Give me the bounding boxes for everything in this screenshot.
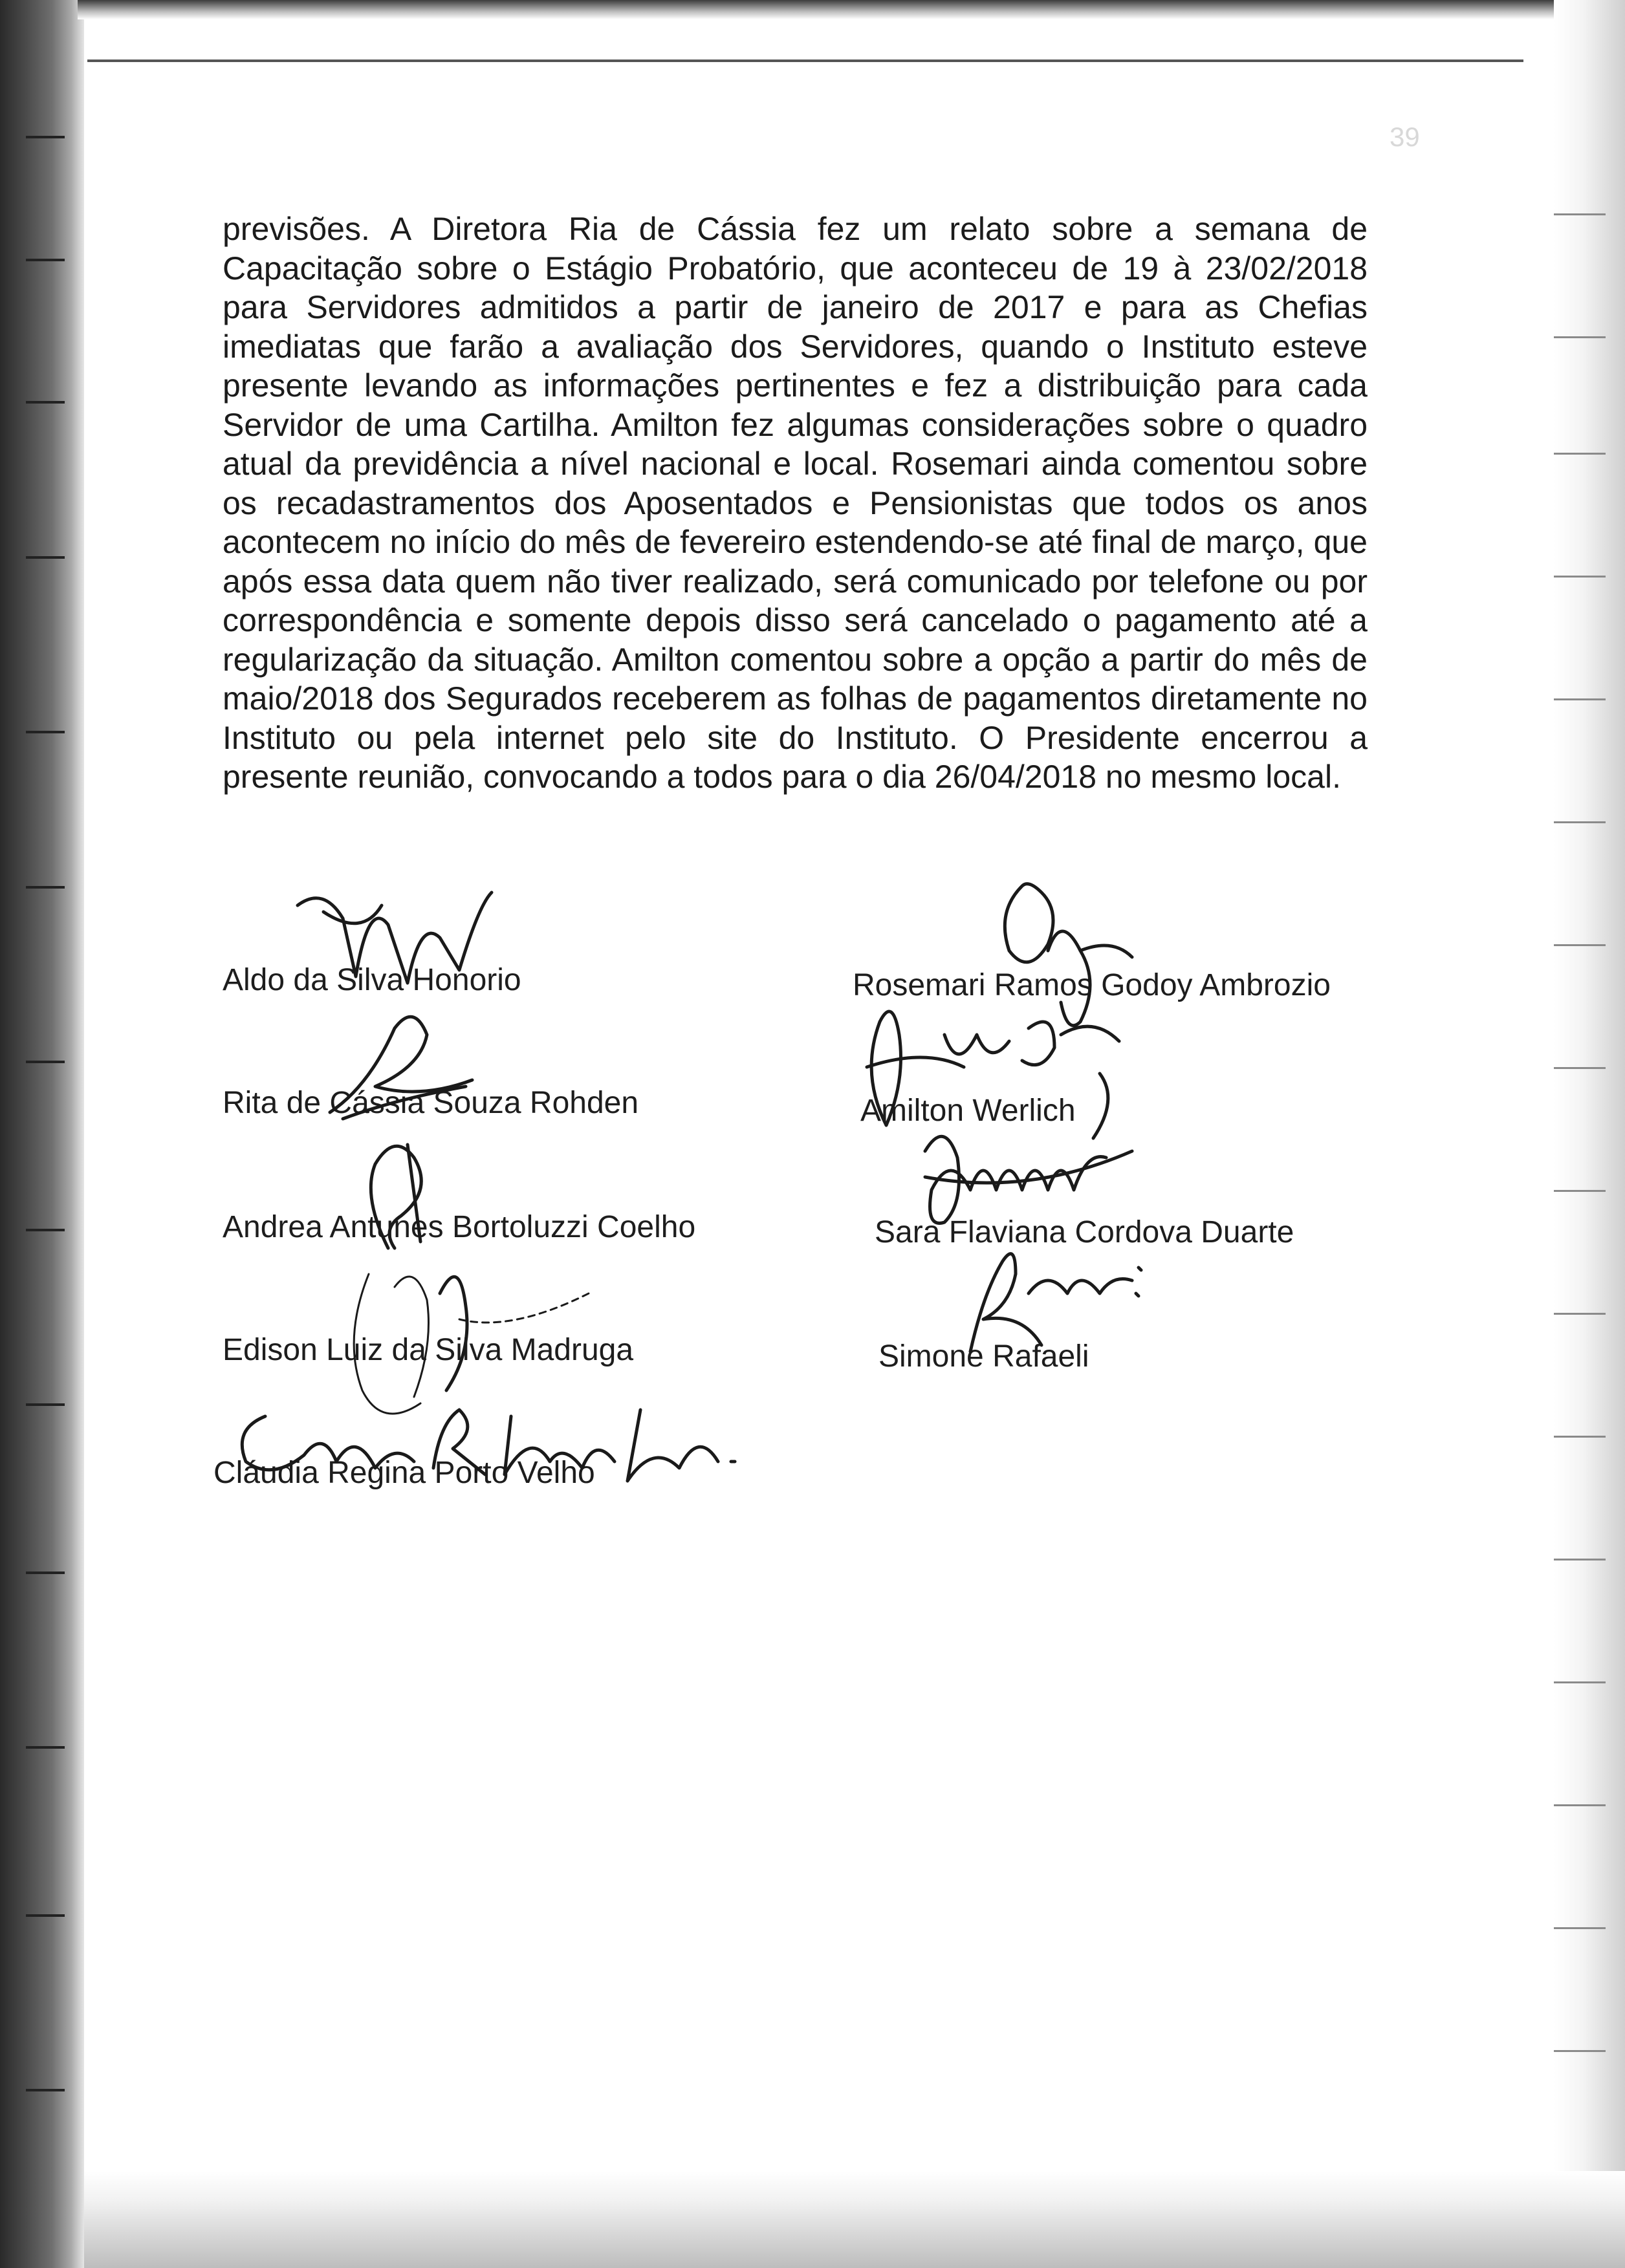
signature-andrea [349, 1132, 466, 1261]
signature-sara [899, 1112, 1145, 1242]
binding-edge [0, 0, 84, 2268]
page-number: 39 [1390, 122, 1420, 152]
page-fold-line [87, 59, 1523, 62]
signature-aldo [285, 880, 498, 1009]
signature-simone [944, 1242, 1151, 1365]
signatory-name-sara: Sara Flaviana Cordova Duarte [875, 1215, 1294, 1249]
signatory-name-rita: Rita de Cássia Souza Rohden [223, 1086, 639, 1120]
signatory-name-rosemari: Rosemari Ramos Godoy Ambrozio [853, 968, 1331, 1002]
meeting-minutes-paragraph: previsões. A Diretora Ria de Cássia fez um relato sobre a semana de Capacitação sobre o Estágio Probatório, que aconteceu de 19 à 23/02/2018 para Servidores admitidos a partir de janeiro de 2017 e para as Chefias imediatas que farão a avaliação dos Servidores, quando o Instituto esteve presente levando as informações pertinentes e fez a distribuição para cada Servidor de uma Cartilha. Amilton fez algumas considerações sobre o quadro atual da previdência a nível nacional e local. Rosemari ainda comentou sobre os recadastramentos dos Aposentados e Pensionistas que todos os anos acontecem no início do mês de fevereiro estendendo-se até final de março, que após essa data quem não tiver realizado, será comunicado por telefone ou por correspondência e somente depois disso será cancelado o pagamento até a regularização da situação. Amilton comentou sobre a opção a partir do mês de maio/2018 dos Segurados receberem as folhas de pagamentos diretamente no Instituto ou pela internet pelo site do Instituto. O Presidente encerrou a presente reunião, convocando a todos para o dia 26/04/2018 no mesmo local. [223, 211, 1368, 795]
right-page-edge [1554, 0, 1625, 2268]
signatory-name-edison: Edison Luiz da Silva Madruga [223, 1333, 634, 1367]
signatory-name-simone: Simone Rafaeli [878, 1339, 1089, 1374]
signature-rita [317, 1009, 485, 1132]
signatory-name-claudia: Cláudia Regina Porto Velho [213, 1456, 595, 1490]
signatory-name-amilton: Amilton Werlich [860, 1094, 1076, 1128]
signature-claudia [226, 1390, 757, 1500]
scan-top-shadow [78, 0, 1625, 19]
scan-bottom-shade [84, 2171, 1625, 2268]
signatory-name-andrea: Andrea Antunes Bortoluzzi Coelho [223, 1210, 696, 1244]
signatory-name-aldo: Aldo da Silva Honorio [223, 963, 521, 997]
